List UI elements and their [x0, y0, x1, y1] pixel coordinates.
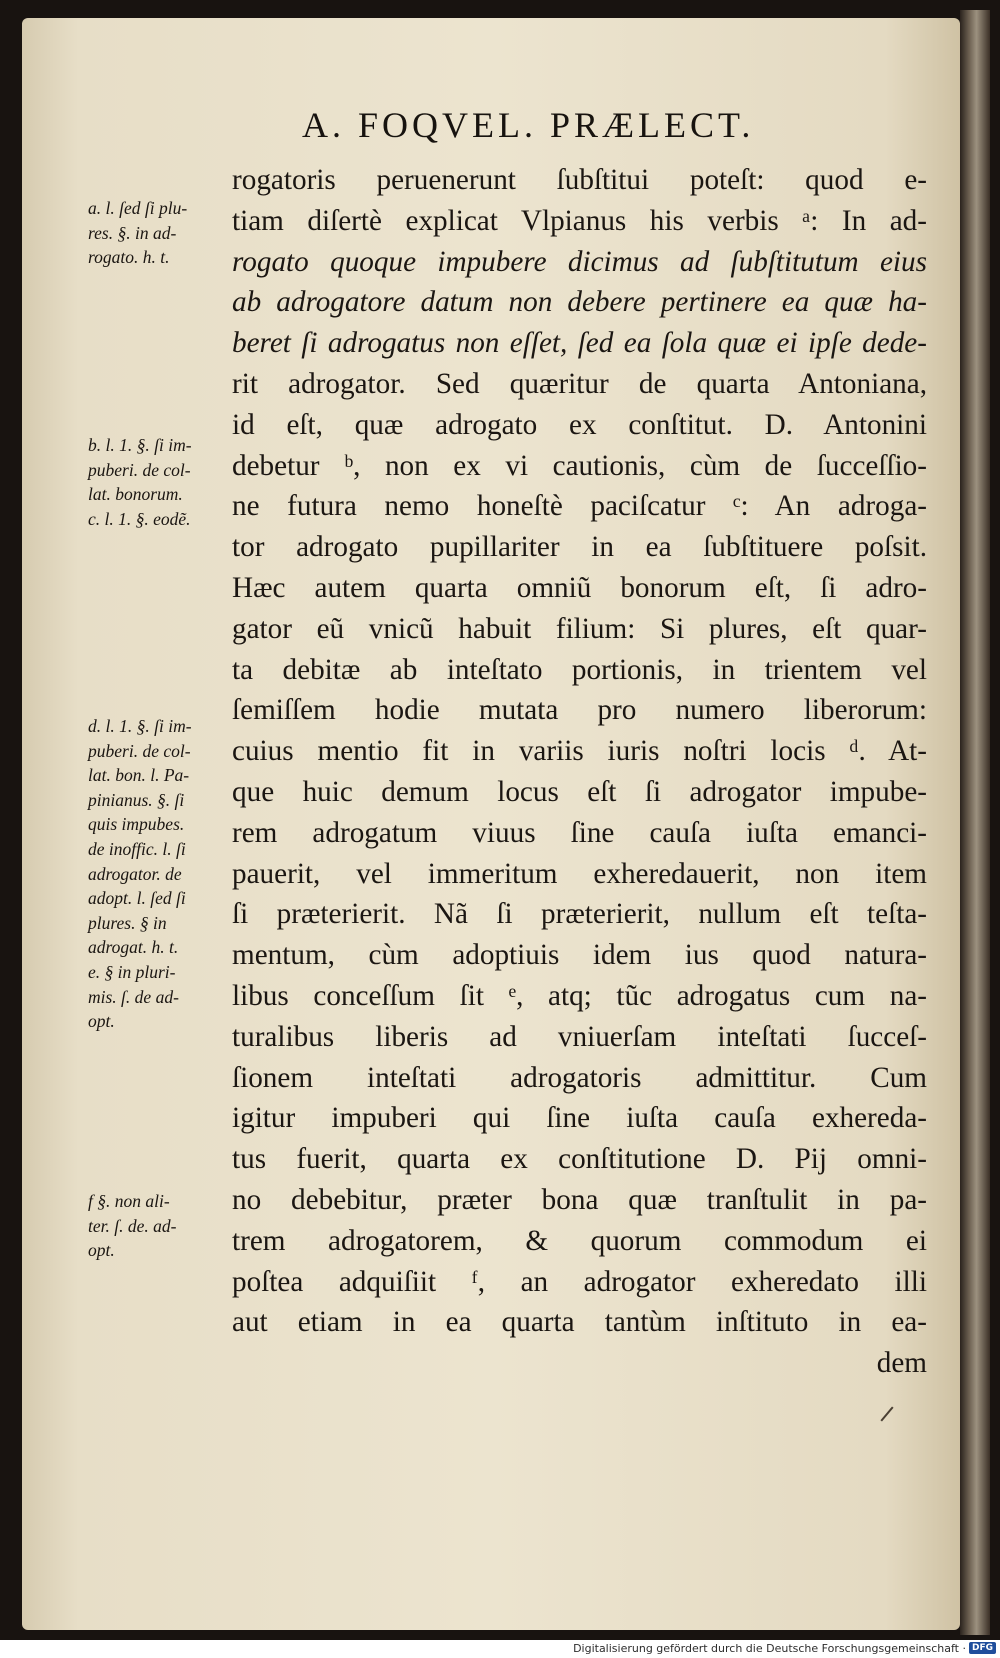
margin-note-line: ter. ſ. de. ad- — [88, 1215, 177, 1236]
text-line: ſemiſſem hodie mutata pro numero liberorum: — [232, 694, 927, 727]
text-line: trem adrogatorem, & quorum commodum ei — [232, 1224, 927, 1257]
page-edge — [960, 10, 990, 1635]
text-line: rogato quoque impubere dicimus ad ſubſtitutum eius — [232, 245, 927, 278]
margin-note-line: lat. bon. l. Pa- — [88, 765, 190, 786]
margin-note-line: opt. — [88, 1240, 115, 1261]
text-line: libus conceſſum ſit ᵉ, atq; tũc adrogatus cum na- — [232, 979, 927, 1012]
margin-note-line: quis impubes. — [88, 814, 185, 835]
margin-note-f — [88, 1189, 238, 1263]
margin-note-line: e. § in pluri- — [88, 961, 176, 982]
footer-text: Digitalisierung gefördert durch die Deutsche Forschungsgemeinschaft · — [573, 1641, 966, 1655]
margin-note-line: f §. non ali- — [88, 1191, 170, 1211]
text-line: aut etiam in ea quarta tantùm inſtituto in ea- — [232, 1306, 927, 1339]
margin-note-d-e — [88, 714, 238, 1034]
text-line: ne futura nemo honeſtè paciſcatur ᶜ: An adroga- — [232, 490, 927, 523]
body-text — [232, 160, 927, 1384]
text-line: ſi præterierit. Nã ſi præterierit, nullum eſt teſta- — [232, 898, 927, 931]
running-head: A. FOQVEL. PRÆLECT. — [302, 105, 755, 145]
text-line: ta debitæ ab inteſtato portionis, in trientem vel — [232, 653, 927, 686]
text-line: poſtea adquiſiit ᶠ, an adrogator exheredato illi — [232, 1265, 927, 1298]
margin-note-line: d. l. 1. §. ſi im- — [88, 716, 192, 736]
margin-note-line: res. §. in ad- — [88, 222, 177, 243]
margin-note-line: lat. bonorum. — [88, 484, 183, 505]
text-line: mentum, cùm adoptiuis idem ius quod natura- — [232, 939, 927, 972]
margin-note-line: mis. ſ. de ad- — [88, 986, 179, 1007]
text-line: beret ſi adrogatus non eſſet, ſed ea ſola quæ ei ipſe dede- — [232, 327, 927, 360]
text-line: gator eũ vnicũ habuit filium: Si plures, eſt quar- — [232, 612, 927, 645]
margin-note-line: puberi. de col- — [88, 740, 191, 761]
text-line: tor adrogato pupillariter in ea ſubſtituere poſsit. — [232, 531, 927, 564]
margin-note-line: adrogator. de — [88, 863, 182, 884]
margin-note-line: a. l. ſed ſi plu- — [88, 198, 188, 218]
text-line: rem adrogatum viuus ſine cauſa iuſta emanci- — [232, 816, 927, 849]
margin-note-line: c. l. 1. §. eodẽ. — [88, 508, 191, 529]
margin-note-line: b. l. 1. §. ſi im- — [88, 435, 192, 455]
margin-note-line: pinianus. §. ſi — [88, 789, 185, 810]
margin-note-line: adopt. l. ſed ſi — [88, 888, 186, 909]
margin-note-line: rogato. h. t. — [88, 247, 170, 268]
dfg-logo-icon[interactable]: DFG — [969, 1642, 996, 1654]
text-line: tiam diſertè explicat Vlpianus his verbis ᵃ: In ad- — [232, 204, 927, 237]
margin-note-line: opt. — [88, 1011, 115, 1032]
text-line: rogatoris peruenerunt ſubſtitui poteſt: quod e- — [232, 164, 927, 196]
margin-note-line: plures. § in — [88, 912, 167, 933]
text-line: que huic demum locus eſt ſi adrogator impube- — [232, 775, 927, 808]
catchword: dem — [876, 1347, 927, 1380]
text-line: Hæc autem quarta omniũ bonorum eſt, ſi adro- — [232, 571, 927, 604]
text-line: tus fuerit, quarta ex conſtitutione D. Pij omni- — [232, 1143, 927, 1176]
text-line: igitur impuberi qui ſine iuſta cauſa exhereda- — [232, 1102, 927, 1135]
margin-note-line: adrogat. h. t. — [88, 937, 179, 958]
text-line: no debebitur, præter bona quæ tranſtulit in pa- — [232, 1183, 927, 1216]
text-line: id eſt, quæ adrogato ex conſtitut. D. Antonini — [232, 408, 927, 441]
text-line: debetur ᵇ, non ex vi cautionis, cùm de ſucceſſio- — [232, 449, 927, 482]
text-line: rit adrogator. Sed quæritur de quarta Antoniana, — [232, 367, 927, 400]
text-line: ab adrogatore datum non debere pertinere ea quæ ha- — [232, 286, 927, 319]
digitization-footer — [573, 1640, 996, 1656]
text-line: turalibus liberis ad vniuerſam inteſtati ſucceſ- — [232, 1020, 927, 1053]
margin-note-line: de inoffic. l. ſi — [88, 838, 186, 859]
margin-note-b-c — [88, 433, 238, 531]
text-line: cuius mentio fit in variis iuris noſtri locis ᵈ. At- — [232, 735, 927, 768]
text-line: ſionem inteſtati adrogatoris admittitur. Cum — [232, 1061, 927, 1094]
text-line: pauerit, vel immeritum exheredauerit, non item — [232, 857, 927, 890]
margin-note-line: puberi. de col- — [88, 459, 191, 480]
margin-note-a — [88, 196, 238, 270]
